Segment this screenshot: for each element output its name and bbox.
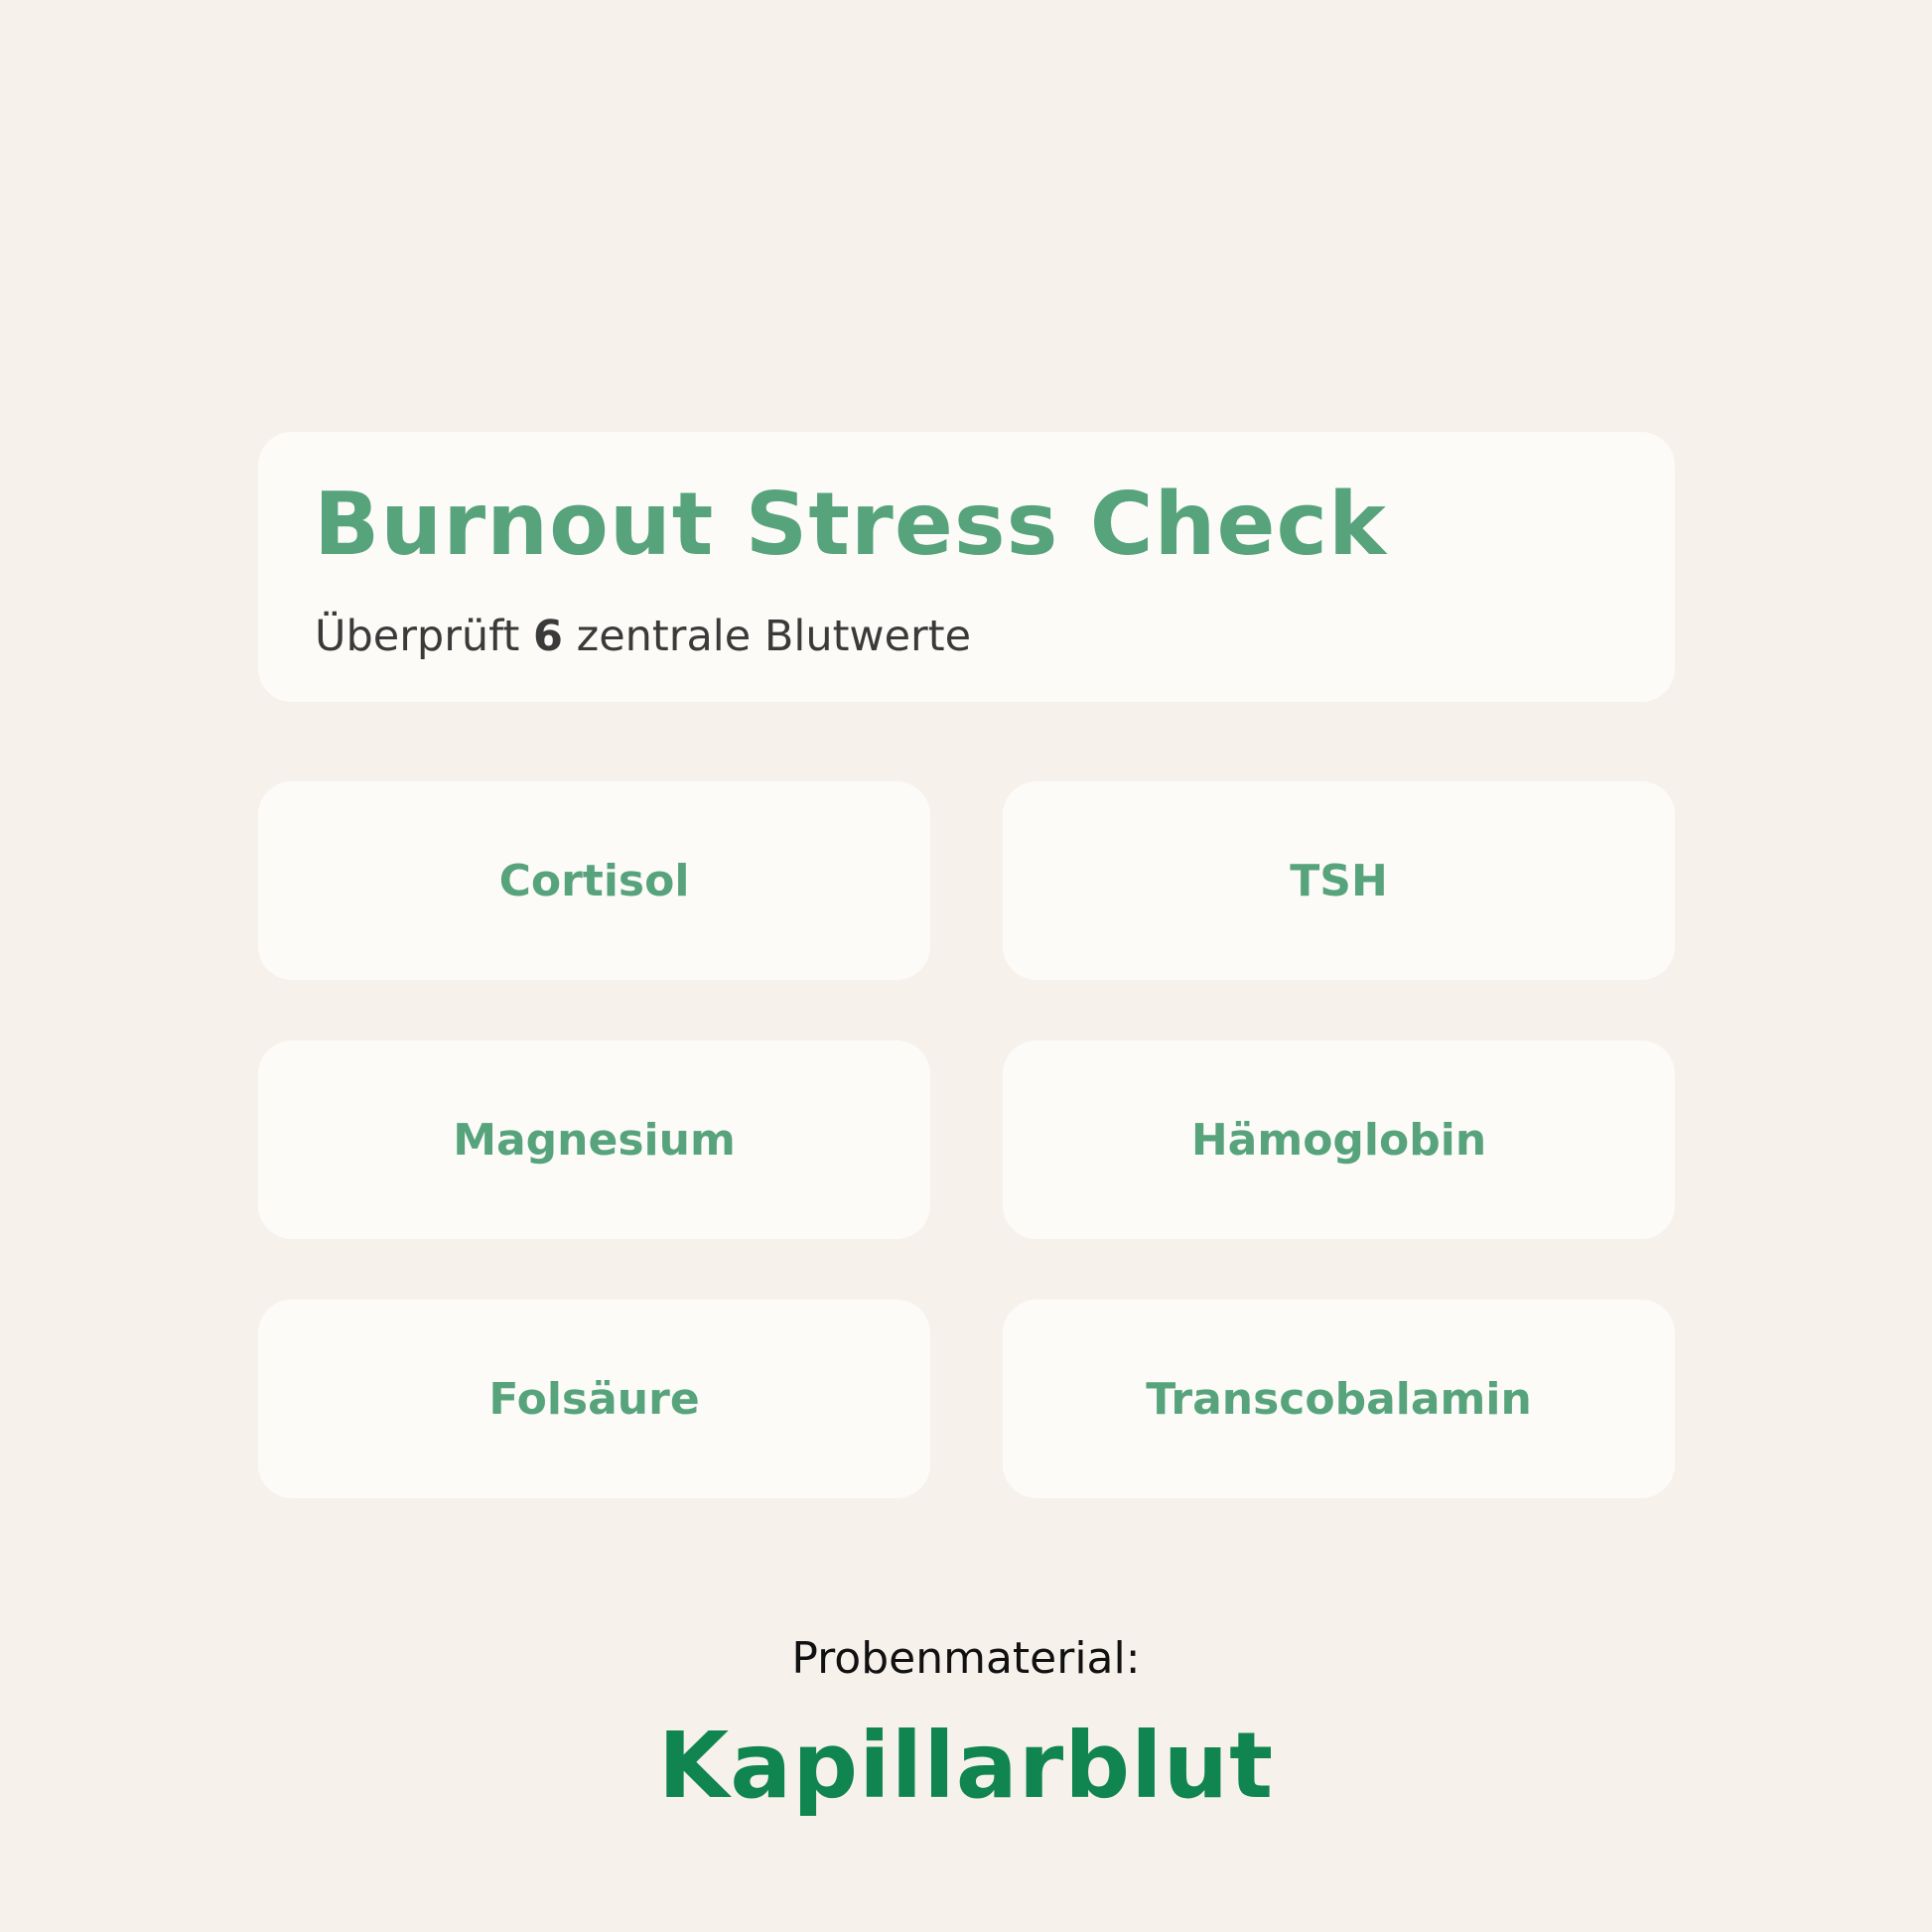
parameter-label: Magnesium (453, 1114, 736, 1166)
parameter-label: TSH (1290, 855, 1388, 906)
subtitle-prefix: Überprüft (315, 612, 534, 661)
page-subtitle (315, 614, 971, 660)
header-card (258, 432, 1675, 702)
parameter-count: 6 (533, 612, 563, 661)
parameter-label: Cortisol (498, 855, 690, 906)
parameter-card-tsh (1003, 781, 1675, 980)
parameter-card-transcobalamin (1003, 1300, 1675, 1498)
parameter-card-cortisol (258, 781, 930, 980)
parameter-card-folsaeure (258, 1300, 930, 1498)
parameter-card-haemoglobin (1003, 1040, 1675, 1239)
page-title: Burnout Stress Check (314, 474, 1387, 575)
parameter-card-magnesium (258, 1040, 930, 1239)
sample-material-label: Probenmaterial: (791, 1633, 1141, 1684)
sample-material-value: Kapillarblut (657, 1713, 1275, 1819)
parameter-label: Transcobalamin (1146, 1373, 1532, 1425)
parameter-label: Folsäure (488, 1373, 700, 1425)
parameter-label: Hämoglobin (1190, 1114, 1487, 1166)
subtitle-suffix: zentrale Blutwerte (562, 612, 972, 661)
